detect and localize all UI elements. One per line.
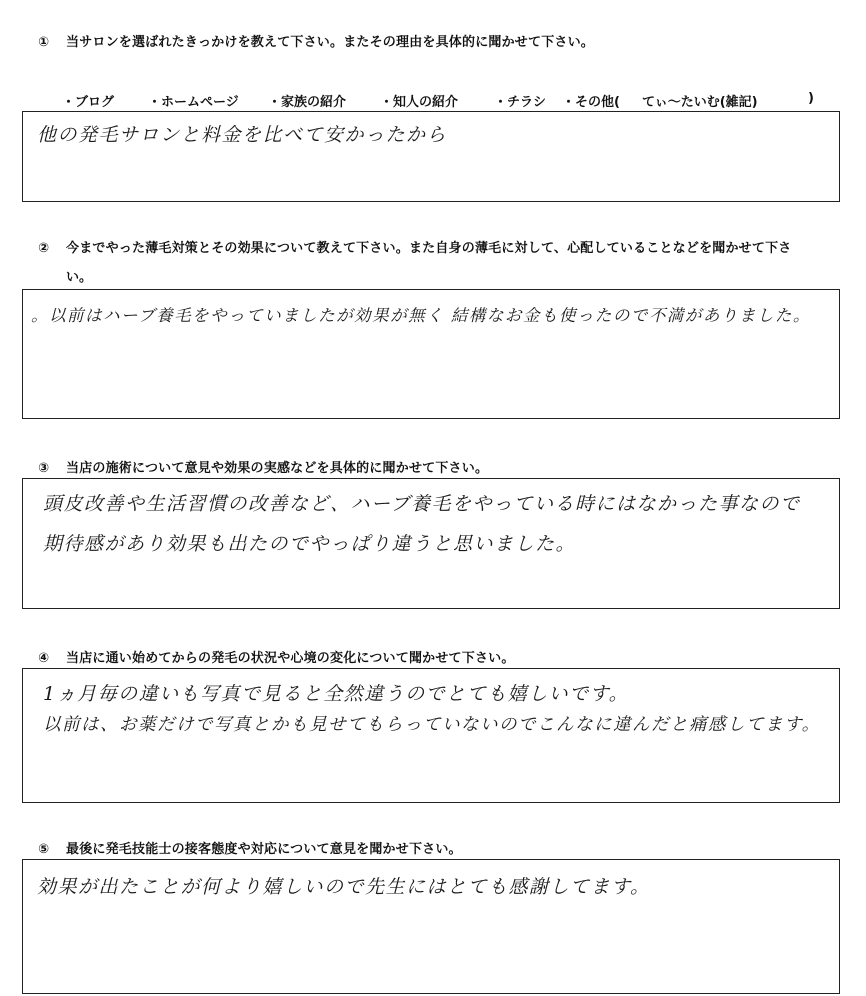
option-flyer[interactable]: ・チラシ — [494, 95, 547, 110]
option-friend-referral[interactable]: ・知人の紹介 — [380, 95, 459, 110]
question-2-text: 今までやった薄毛対策とその効果について教えて下さい。また自身の薄毛に対して、心配していることなどを聞かせて下さ — [66, 241, 792, 256]
question-5-number: ⑤ — [38, 842, 50, 857]
option-family-referral[interactable]: ・家族の紹介 — [268, 95, 347, 110]
question-3-number: ③ — [38, 461, 50, 476]
question-3-heading — [38, 457, 488, 476]
answer-2-line-1: 。以前はハーブ養毛をやっていましたが効果が無く 結構なお金も使ったので不満がありました。 — [31, 306, 811, 325]
question-4-heading — [38, 647, 515, 666]
answer-1-text: 他の発毛サロンと料金を比べて安かったから — [37, 124, 448, 146]
question-1-number: ① — [38, 35, 50, 50]
question-2-number: ② — [38, 241, 50, 256]
question-3-text: 当店の施術について意見や効果の実感などを具体的に聞かせて下さい。 — [66, 461, 489, 476]
answer-box-4[interactable] — [22, 668, 840, 803]
question-2-text-continued: い。 — [66, 270, 93, 285]
option-other[interactable]: ・その他( — [562, 95, 620, 110]
answer-box-5[interactable] — [22, 859, 840, 994]
option-homepage[interactable]: ・ホームページ — [148, 95, 239, 110]
answer-5-text: 効果が出たことが何より嬉しいので先生にはとても感謝してます。 — [37, 876, 651, 898]
option-other-detail: てぃ〜たいむ(雑記) — [642, 95, 758, 110]
answer-3-line-2: 期待感があり効果も出たのでやっぱり違うと思いました。 — [43, 533, 577, 555]
option-other-close: ) — [808, 91, 814, 106]
answer-4-line-1: 1ヵ月毎の違いも写真で見ると全然違うのでとても嬉しいです。 — [43, 683, 630, 705]
question-4-number: ④ — [38, 651, 50, 666]
answer-box-1[interactable] — [22, 111, 840, 202]
question-5-heading — [38, 838, 462, 857]
question-1-text: 当サロンを選ばれたきっかけを教えて下さい。またその理由を具体的に聞かせて下さい。 — [66, 35, 595, 50]
question-4-text: 当店に通い始めてからの発毛の状況や心境の変化について聞かせて下さい。 — [66, 651, 515, 666]
answer-box-2[interactable] — [22, 289, 840, 419]
answer-3-line-1: 頭皮改善や生活習慣の改善など、ハーブ養毛をやっている時にはなかった事なので — [43, 493, 801, 515]
question-2-heading — [38, 237, 791, 256]
answer-box-3[interactable] — [22, 478, 840, 609]
question-5-text: 最後に発毛技能士の接客態度や対応について意見を聞かせ下さい。 — [66, 842, 462, 857]
question-1-heading — [38, 31, 594, 50]
option-blog[interactable]: ・ブログ — [62, 95, 115, 110]
answer-4-line-2: 以前は、お薬だけで写真とかも見せてもらっていないのでこんなに違んだと痛感してます。 — [43, 715, 821, 735]
